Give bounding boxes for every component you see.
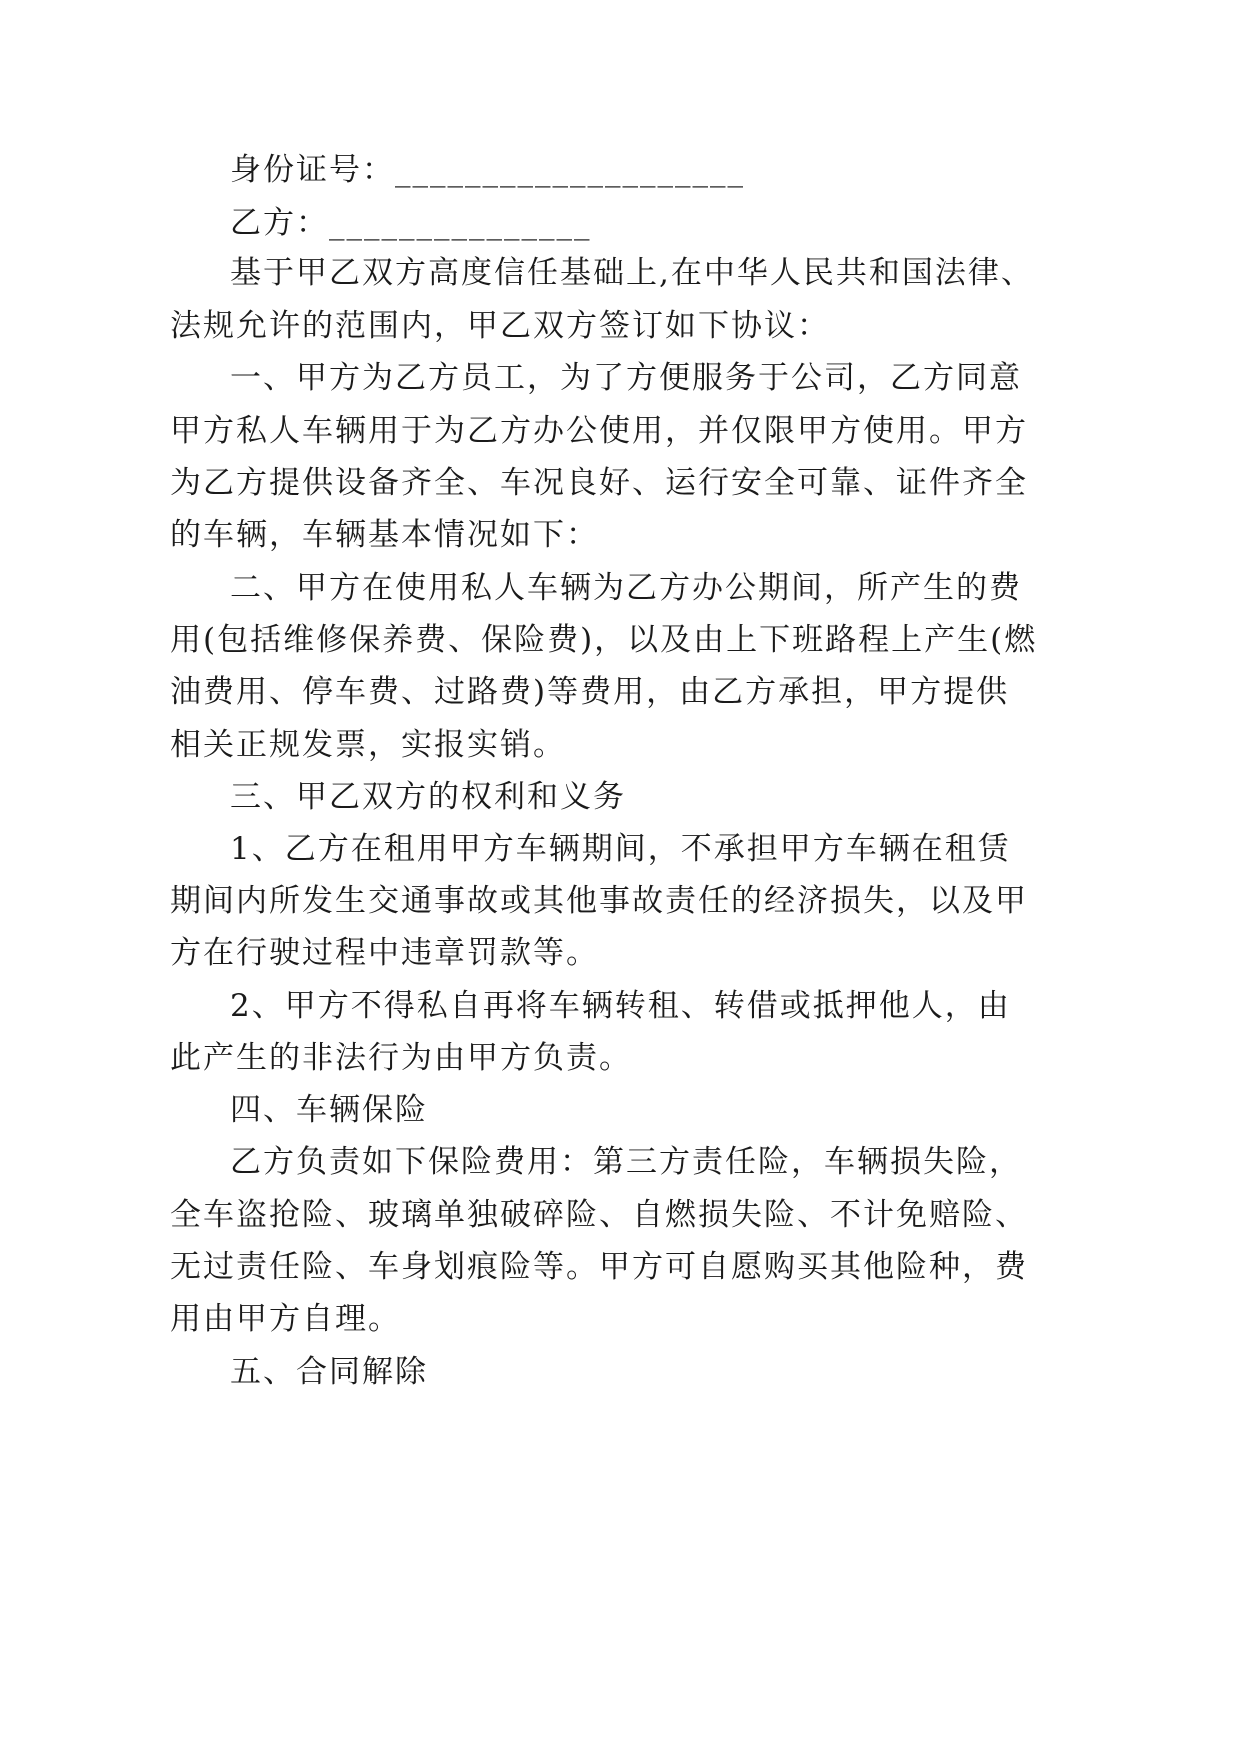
insurance-line-3: 无过责任险、车身划痕险等。甲方可自愿购买其他险种，费 xyxy=(170,1249,1028,1285)
clause-2-line-3: 油费用、停车费、过路费)等费用，由乙方承担，甲方提供 xyxy=(170,674,1010,710)
insurance-line-2: 全车盗抢险、玻璃单独破碎险、自燃损失险、不计免赔险、 xyxy=(170,1197,1028,1233)
party-b-line: 乙方：_______________ xyxy=(230,205,592,241)
insurance-line-4: 用由甲方自理。 xyxy=(170,1301,401,1337)
insurance-line-1: 乙方负责如下保险费用：第三方责任险，车辆损失险， xyxy=(230,1144,1022,1180)
item-1-line-2: 期间内所发生交通事故或其他事故责任的经济损失，以及甲 xyxy=(170,883,1028,919)
section-4-heading: 四、车辆保险 xyxy=(230,1092,428,1128)
intro-line-1: 基于甲乙双方高度信任基础上,在中华人民共和国法律、 xyxy=(230,255,1034,291)
section-3-heading: 三、甲乙双方的权利和义务 xyxy=(230,779,626,815)
clause-1-line-4: 的车辆，车辆基本情况如下： xyxy=(170,517,599,553)
clause-2-line-1: 二、甲方在使用私人车辆为乙方办公期间，所产生的费 xyxy=(230,570,1022,606)
item-2-line-1: 2、甲方不得私自再将车辆转租、转借或抵押他人，由 xyxy=(230,988,1011,1024)
intro-line-2: 法规允许的范围内，甲乙双方签订如下协议： xyxy=(170,308,830,344)
clause-2-line-2: 用(包括维修保养费、保险费)，以及由上下班路程上产生(燃 xyxy=(170,622,1038,658)
section-5-heading: 五、合同解除 xyxy=(230,1354,428,1390)
id-number-line: 身份证号：____________________ xyxy=(230,152,745,188)
clause-1-line-3: 为乙方提供设备齐全、车况良好、运行安全可靠、证件齐全 xyxy=(170,465,1028,501)
item-1-line-1: 1、乙方在租用甲方车辆期间，不承担甲方车辆在租赁 xyxy=(230,831,1011,867)
item-2-line-2: 此产生的非法行为由甲方负责。 xyxy=(170,1040,632,1076)
clause-1-line-1: 一、甲方为乙方员工，为了方便服务于公司，乙方同意 xyxy=(230,360,1022,396)
clause-1-line-2: 甲方私人车辆用于为乙方办公使用，并仅限甲方使用。甲方 xyxy=(170,413,1028,449)
item-1-line-3: 方在行驶过程中违章罚款等。 xyxy=(170,935,599,971)
clause-2-line-4: 相关正规发票，实报实销。 xyxy=(170,727,566,763)
